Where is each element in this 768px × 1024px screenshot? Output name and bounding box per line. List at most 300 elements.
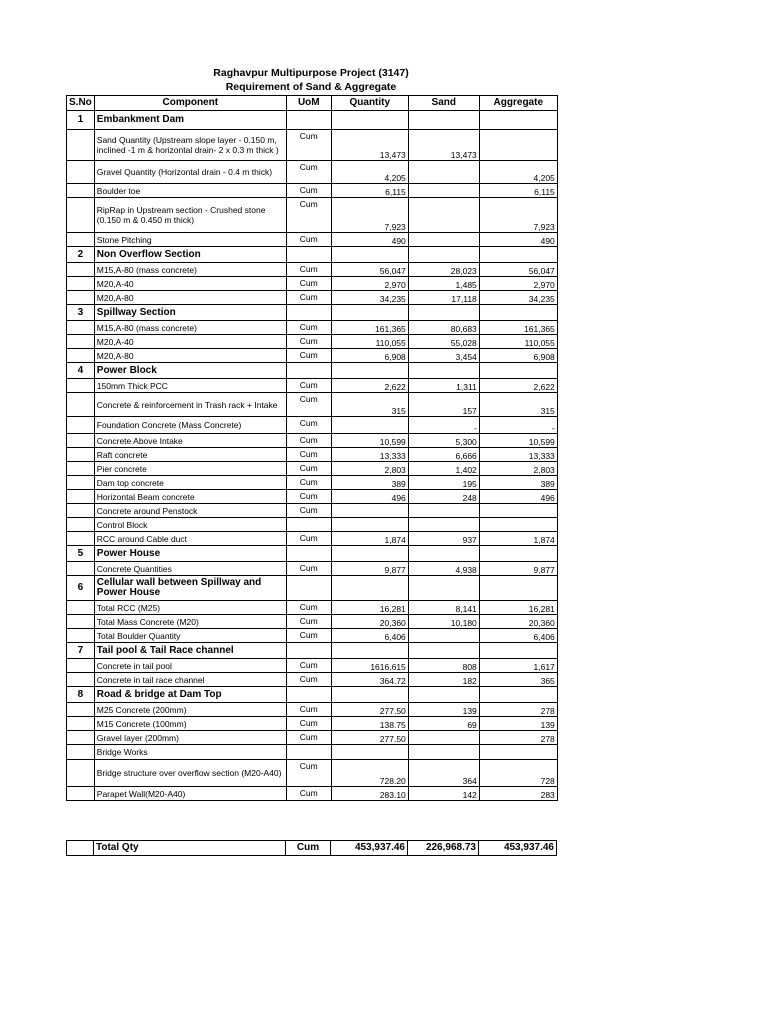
quantity-cell: 277.50 <box>331 703 408 717</box>
quantity-cell: 138.75 <box>331 717 408 731</box>
section-row <box>67 687 558 703</box>
uom-cell: Cum <box>286 629 331 643</box>
sand-cell <box>408 576 479 601</box>
sand-cell <box>408 504 479 518</box>
uom-cell: Cum <box>286 601 331 615</box>
sand-cell: 80,683 <box>408 321 479 335</box>
table-row <box>67 476 558 490</box>
sand-cell <box>408 518 479 532</box>
quantity-cell: 496 <box>331 490 408 504</box>
component-cell: Stone Pitching <box>94 233 286 247</box>
component-cell: Power House <box>94 546 286 562</box>
aggregate-cell: 16,281 <box>479 601 557 615</box>
sno-cell <box>67 601 95 615</box>
sno-cell <box>67 462 95 476</box>
sand-cell: 5,300 <box>408 434 479 448</box>
table-row <box>67 659 558 673</box>
table-header-row <box>67 96 558 111</box>
section-row <box>67 576 558 601</box>
component-cell: Embankment Dam <box>94 111 286 130</box>
quantity-cell: 9,877 <box>331 562 408 576</box>
sno-cell <box>67 233 95 247</box>
quantity-cell: 13,333 <box>331 448 408 462</box>
aggregate-cell <box>479 247 557 263</box>
component-cell: M20,A-40 <box>94 277 286 291</box>
aggregate-cell: - <box>479 417 557 434</box>
section-row <box>67 305 558 321</box>
component-cell: RCC around Cable duct <box>94 532 286 546</box>
quantity-cell: 6,908 <box>331 349 408 363</box>
uom-cell: Cum <box>286 615 331 629</box>
uom-cell <box>286 576 331 601</box>
header-sno: S.No <box>67 96 95 111</box>
quantity-cell <box>331 363 408 379</box>
table-row <box>67 703 558 717</box>
quantity-cell: 34,235 <box>331 291 408 305</box>
table-row <box>67 291 558 305</box>
table-row <box>67 393 558 417</box>
component-cell: Control Block <box>94 518 286 532</box>
quantity-cell: 10,599 <box>331 434 408 448</box>
sno-cell <box>67 659 95 673</box>
component-cell: Bridge Works <box>94 745 286 760</box>
aggregate-cell <box>479 687 557 703</box>
uom-cell: Cum <box>286 462 331 476</box>
sand-cell: 3,454 <box>408 349 479 363</box>
table-row <box>67 717 558 731</box>
sno-cell <box>67 161 95 184</box>
aggregate-cell: 9,877 <box>479 562 557 576</box>
total-row <box>67 841 557 856</box>
uom-cell: Cum <box>286 731 331 745</box>
sno-cell <box>67 277 95 291</box>
sand-cell: 808 <box>408 659 479 673</box>
quantity-cell <box>331 643 408 659</box>
table-row <box>67 434 558 448</box>
component-cell: Power Block <box>94 363 286 379</box>
sand-cell <box>408 687 479 703</box>
aggregate-cell <box>479 518 557 532</box>
aggregate-cell: 278 <box>479 731 557 745</box>
sno-cell: 7 <box>67 643 95 659</box>
component-cell: M20,A-80 <box>94 349 286 363</box>
aggregate-cell: 315 <box>479 393 557 417</box>
header-aggregate: Aggregate <box>479 96 557 111</box>
component-cell: M20,A-40 <box>94 335 286 349</box>
component-cell: Total Mass Concrete (M20) <box>94 615 286 629</box>
sno-cell <box>67 518 95 532</box>
uom-cell: Cum <box>286 161 331 184</box>
uom-cell: Cum <box>286 434 331 448</box>
table-row <box>67 601 558 615</box>
uom-cell: Cum <box>286 673 331 687</box>
quantity-cell: 2,803 <box>331 462 408 476</box>
component-cell: Total Boulder Quantity <box>94 629 286 643</box>
sand-cell <box>408 745 479 760</box>
uom-cell: Cum <box>286 335 331 349</box>
sand-cell <box>408 629 479 643</box>
uom-cell: Cum <box>286 504 331 518</box>
sand-cell <box>408 305 479 321</box>
table-row <box>67 233 558 247</box>
sand-cell: 13,473 <box>408 130 479 161</box>
quantity-cell: 56,047 <box>331 263 408 277</box>
aggregate-cell: 110,055 <box>479 335 557 349</box>
sand-cell: 8,141 <box>408 601 479 615</box>
component-cell: M25 Concrete (200mm) <box>94 703 286 717</box>
uom-cell: Cum <box>286 490 331 504</box>
uom-cell <box>286 247 331 263</box>
sand-cell <box>408 198 479 233</box>
uom-cell: Cum <box>286 263 331 277</box>
quantity-cell <box>331 518 408 532</box>
component-cell: Concrete around Penstock <box>94 504 286 518</box>
header-component: Component <box>94 96 286 111</box>
component-cell: Concrete & reinforcement in Trash rack + Intake <box>94 393 286 417</box>
component-cell: M15,A-80 (mass concrete) <box>94 321 286 335</box>
sno-cell <box>67 130 95 161</box>
sand-cell: 28,023 <box>408 263 479 277</box>
sand-cell: 139 <box>408 703 479 717</box>
component-cell: Concrete Above Intake <box>94 434 286 448</box>
aggregate-cell: 278 <box>479 703 557 717</box>
total-label: Total Qty <box>94 841 286 856</box>
sno-cell: 2 <box>67 247 95 263</box>
sno-cell <box>67 504 95 518</box>
table-row <box>67 161 558 184</box>
sno-cell: 5 <box>67 546 95 562</box>
uom-cell: Cum <box>286 760 331 787</box>
sand-cell: - <box>408 417 479 434</box>
component-cell: 150mm Thick PCC <box>94 379 286 393</box>
quantity-cell: 161,365 <box>331 321 408 335</box>
aggregate-cell <box>479 305 557 321</box>
quantity-cell <box>331 111 408 130</box>
sno-cell <box>67 184 95 198</box>
table-row <box>67 629 558 643</box>
uom-cell: Cum <box>286 659 331 673</box>
sand-cell: 1,311 <box>408 379 479 393</box>
aggregate-cell: 10,599 <box>479 434 557 448</box>
sno-cell <box>67 703 95 717</box>
aggregate-cell: 7,923 <box>479 198 557 233</box>
aggregate-cell: 496 <box>479 490 557 504</box>
sno-cell <box>67 335 95 349</box>
sand-cell: 937 <box>408 532 479 546</box>
table-row <box>67 615 558 629</box>
sno-cell <box>67 562 95 576</box>
sand-cell <box>408 184 479 198</box>
sand-cell <box>408 247 479 263</box>
quantity-cell: 16,281 <box>331 601 408 615</box>
quantity-cell: 1616.615 <box>331 659 408 673</box>
aggregate-cell <box>479 504 557 518</box>
component-cell: Gravel Quantity (Horizontal drain - 0.4 m thick) <box>94 161 286 184</box>
uom-cell: Cum <box>286 417 331 434</box>
table-row <box>67 277 558 291</box>
aggregate-cell: 4,205 <box>479 161 557 184</box>
total-quantity: 453,937.46 <box>331 841 408 856</box>
uom-cell: Cum <box>286 277 331 291</box>
component-cell: Sand Quantity (Upstream slope layer - 0.150 m, inclined -1 m & horizontal drain- 2 x 0.3 m thick ) <box>94 130 286 161</box>
quantity-cell <box>331 687 408 703</box>
component-cell: Pier concrete <box>94 462 286 476</box>
table-row <box>67 349 558 363</box>
table-row <box>67 787 558 801</box>
sno-cell <box>67 731 95 745</box>
total-uom: Cum <box>286 841 331 856</box>
sand-cell: 364 <box>408 760 479 787</box>
table-row <box>67 335 558 349</box>
sno-cell <box>67 349 95 363</box>
quantity-cell <box>331 247 408 263</box>
uom-cell <box>286 305 331 321</box>
section-row <box>67 363 558 379</box>
sand-cell: 1,485 <box>408 277 479 291</box>
uom-cell: Cum <box>286 393 331 417</box>
quantity-cell: 13,473 <box>331 130 408 161</box>
uom-cell: Cum <box>286 184 331 198</box>
sno-cell <box>67 448 95 462</box>
quantity-cell: 20,360 <box>331 615 408 629</box>
uom-cell: Cum <box>286 562 331 576</box>
component-cell: M15 Concrete (100mm) <box>94 717 286 731</box>
section-row <box>67 111 558 130</box>
component-cell: Non Overflow Section <box>94 247 286 263</box>
sand-cell <box>408 363 479 379</box>
uom-cell <box>286 643 331 659</box>
table-row <box>67 184 558 198</box>
header-sand: Sand <box>408 96 479 111</box>
quantity-cell <box>331 504 408 518</box>
section-row <box>67 247 558 263</box>
uom-cell: Cum <box>286 532 331 546</box>
aggregate-cell <box>479 576 557 601</box>
aggregate-cell: 365 <box>479 673 557 687</box>
uom-cell: Cum <box>286 349 331 363</box>
quantity-cell <box>331 305 408 321</box>
uom-cell <box>286 518 331 532</box>
sno-cell <box>67 717 95 731</box>
total-sno-cell <box>67 841 94 856</box>
component-cell: Foundation Concrete (Mass Concrete) <box>94 417 286 434</box>
sand-cell <box>408 731 479 745</box>
table-row <box>67 760 558 787</box>
requirements-table <box>66 95 558 801</box>
sno-cell: 6 <box>67 576 95 601</box>
aggregate-cell: 728 <box>479 760 557 787</box>
sand-cell <box>408 643 479 659</box>
component-cell: Total RCC (M25) <box>94 601 286 615</box>
sno-cell <box>67 532 95 546</box>
sand-cell <box>408 111 479 130</box>
component-cell: Tail pool & Tail Race channel <box>94 643 286 659</box>
component-cell: Spillway Section <box>94 305 286 321</box>
sno-cell <box>67 629 95 643</box>
quantity-cell: 6,115 <box>331 184 408 198</box>
sno-cell <box>67 198 95 233</box>
aggregate-cell: 1,617 <box>479 659 557 673</box>
uom-cell: Cum <box>286 198 331 233</box>
sand-cell: 55,028 <box>408 335 479 349</box>
quantity-cell: 2,622 <box>331 379 408 393</box>
quantity-cell <box>331 417 408 434</box>
sand-cell <box>408 161 479 184</box>
sno-cell <box>67 263 95 277</box>
component-cell: Boulder toe <box>94 184 286 198</box>
uom-cell <box>286 363 331 379</box>
sno-cell <box>67 393 95 417</box>
sand-cell: 6,666 <box>408 448 479 462</box>
component-cell: Concrete in tail pool <box>94 659 286 673</box>
table-row <box>67 417 558 434</box>
aggregate-cell: 161,365 <box>479 321 557 335</box>
quantity-cell: 315 <box>331 393 408 417</box>
sand-cell: 182 <box>408 673 479 687</box>
table-row <box>67 321 558 335</box>
sand-cell: 17,118 <box>408 291 479 305</box>
component-cell: Concrete in tail race channel <box>94 673 286 687</box>
table-row <box>67 198 558 233</box>
table-row <box>67 130 558 161</box>
aggregate-cell <box>479 130 557 161</box>
component-cell: Dam top concrete <box>94 476 286 490</box>
aggregate-cell: 34,235 <box>479 291 557 305</box>
sand-cell: 10,180 <box>408 615 479 629</box>
header-quantity: Quantity <box>331 96 408 111</box>
component-cell: Cellular wall between Spillway and Power House <box>94 576 286 601</box>
aggregate-cell: 6,406 <box>479 629 557 643</box>
uom-cell <box>286 687 331 703</box>
table-row <box>67 448 558 462</box>
sno-cell <box>67 673 95 687</box>
table-row <box>67 731 558 745</box>
aggregate-cell <box>479 643 557 659</box>
aggregate-cell: 56,047 <box>479 263 557 277</box>
quantity-cell: 490 <box>331 233 408 247</box>
sno-cell <box>67 615 95 629</box>
table-row <box>67 379 558 393</box>
header-uom: UoM <box>286 96 331 111</box>
component-cell: Horizontal Beam concrete <box>94 490 286 504</box>
component-cell: Concrete Quantities <box>94 562 286 576</box>
quantity-cell: 728.20 <box>331 760 408 787</box>
quantity-cell: 110,055 <box>331 335 408 349</box>
table-row <box>67 490 558 504</box>
aggregate-cell <box>479 111 557 130</box>
aggregate-cell: 6,115 <box>479 184 557 198</box>
table-row <box>67 562 558 576</box>
sno-cell <box>67 291 95 305</box>
table-row <box>67 518 558 532</box>
sno-cell <box>67 760 95 787</box>
component-cell: Road & bridge at Dam Top <box>94 687 286 703</box>
component-cell: Parapet Wall(M20-A40) <box>94 787 286 801</box>
sno-cell: 3 <box>67 305 95 321</box>
sno-cell <box>67 321 95 335</box>
aggregate-cell <box>479 363 557 379</box>
total-aggregate: 453,937.46 <box>479 841 557 856</box>
quantity-cell: 4,205 <box>331 161 408 184</box>
component-cell: M20,A-80 <box>94 291 286 305</box>
aggregate-cell: 1,874 <box>479 532 557 546</box>
component-cell: M15,A-80 (mass concrete) <box>94 263 286 277</box>
sno-cell <box>67 434 95 448</box>
aggregate-cell: 2,803 <box>479 462 557 476</box>
document-subtitle: Requirement of Sand & Aggregate <box>225 81 397 93</box>
sno-cell <box>67 787 95 801</box>
sand-cell: 142 <box>408 787 479 801</box>
section-row <box>67 546 558 562</box>
quantity-cell: 283.10 <box>331 787 408 801</box>
quantity-cell: 7,923 <box>331 198 408 233</box>
aggregate-cell: 389 <box>479 476 557 490</box>
uom-cell: Cum <box>286 476 331 490</box>
aggregate-cell <box>479 546 557 562</box>
sno-cell <box>67 476 95 490</box>
sand-cell: 69 <box>408 717 479 731</box>
document-title: Raghavpur Multipurpose Project (3147) <box>213 67 409 79</box>
aggregate-cell: 13,333 <box>479 448 557 462</box>
quantity-cell <box>331 576 408 601</box>
table-row <box>67 462 558 476</box>
component-cell: Bridge structure over overflow section (M20-A40) <box>94 760 286 787</box>
sand-cell <box>408 546 479 562</box>
quantity-cell <box>331 745 408 760</box>
sno-cell <box>67 417 95 434</box>
aggregate-cell: 2,970 <box>479 277 557 291</box>
aggregate-cell: 283 <box>479 787 557 801</box>
sno-cell <box>67 490 95 504</box>
uom-cell: Cum <box>286 787 331 801</box>
table-row <box>67 745 558 760</box>
total-sand: 226,968.73 <box>408 841 479 856</box>
quantity-cell: 277.50 <box>331 731 408 745</box>
aggregate-cell: 6,908 <box>479 349 557 363</box>
quantity-cell: 389 <box>331 476 408 490</box>
sno-cell <box>67 379 95 393</box>
sno-cell <box>67 745 95 760</box>
table-row <box>67 504 558 518</box>
sand-cell: 248 <box>408 490 479 504</box>
uom-cell: Cum <box>286 291 331 305</box>
sno-cell: 1 <box>67 111 95 130</box>
uom-cell: Cum <box>286 703 331 717</box>
sand-cell: 1,402 <box>408 462 479 476</box>
uom-cell <box>286 111 331 130</box>
quantity-cell: 364.72 <box>331 673 408 687</box>
uom-cell: Cum <box>286 717 331 731</box>
uom-cell <box>286 745 331 760</box>
aggregate-cell: 2,622 <box>479 379 557 393</box>
quantity-cell: 2,970 <box>331 277 408 291</box>
aggregate-cell <box>479 745 557 760</box>
sno-cell: 8 <box>67 687 95 703</box>
sand-cell: 157 <box>408 393 479 417</box>
aggregate-cell: 139 <box>479 717 557 731</box>
component-cell: Gravel layer (200mm) <box>94 731 286 745</box>
aggregate-cell: 20,360 <box>479 615 557 629</box>
table-row <box>67 263 558 277</box>
sand-cell: 195 <box>408 476 479 490</box>
uom-cell: Cum <box>286 379 331 393</box>
uom-cell <box>286 546 331 562</box>
quantity-cell: 6,406 <box>331 629 408 643</box>
total-table <box>66 840 557 856</box>
component-cell: RipRap in Upstream section - Crushed stone (0.150 m & 0.450 m thick) <box>94 198 286 233</box>
uom-cell: Cum <box>286 321 331 335</box>
sand-cell: 4,938 <box>408 562 479 576</box>
